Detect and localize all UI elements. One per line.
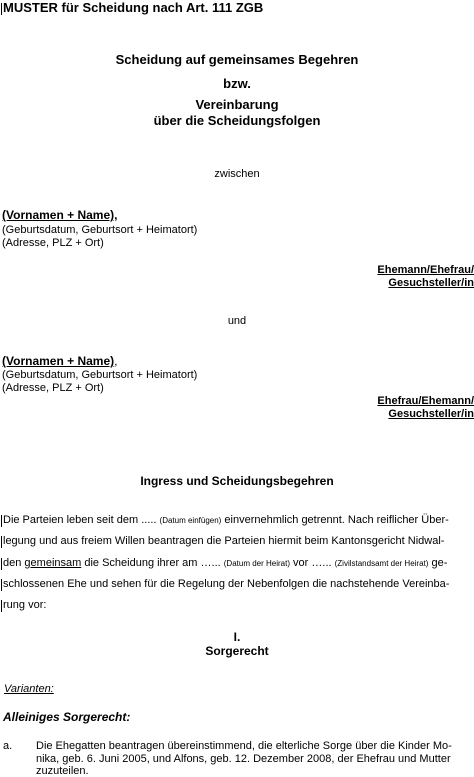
- ingress-line-4: schlossenen Ehe und sehen für die Regelung der Nebenfolgen die nachstehende Vereinba-: [3, 578, 450, 590]
- party1-birth: (Geburtsdatum, Geburtsort + Heimatort): [2, 224, 198, 236]
- ingress-text: ge-: [428, 557, 448, 569]
- party2-name-suffix: ,: [114, 354, 118, 368]
- variant-sole-custody: Alleiniges Sorgerecht:: [3, 710, 131, 724]
- title-line-1: Scheidung auf gemeinsames Begehren: [115, 52, 359, 67]
- party2-birth: (Geburtsdatum, Geburtsort + Heimatort): [2, 369, 198, 381]
- party2-name-line: [2, 354, 118, 368]
- party2-address: (Adresse, PLZ + Ort): [2, 382, 104, 394]
- jointly-word: gemeinsam: [24, 557, 82, 569]
- ingress-line-2: legung und aus freiem Willen beantragen die Parteien hiermit beim Kantonsgericht Nidwal-: [3, 535, 445, 547]
- margin-bar: [1, 558, 2, 570]
- ingress-text: vor …...: [290, 557, 335, 569]
- party1-address: (Adresse, PLZ + Ort): [2, 237, 104, 249]
- and-word: und: [227, 315, 247, 327]
- ingress-text: die Scheidung ihrer am …...: [81, 557, 224, 569]
- marriage-date-hint: (Datum der Heirat): [223, 559, 290, 568]
- party2-role-2: Gesuchsteller/in: [388, 408, 474, 420]
- date-hint: (Datum einfügen): [159, 516, 222, 525]
- margin-bar: [1, 536, 2, 548]
- party1-role-2: Gesuchsteller/in: [388, 277, 474, 289]
- variants-label: Varianten:: [4, 683, 54, 695]
- title-line-4: über die Scheidungsfolgen: [153, 113, 321, 128]
- document-header: MUSTER für Scheidung nach Art. 111 ZGB: [3, 0, 264, 15]
- ingress-line-3: [3, 557, 447, 569]
- party2-name: (Vornamen + Name): [2, 354, 115, 368]
- ingress-text: einvernehmlich getrennt. Nach reiflicher Über-: [221, 514, 449, 526]
- section-heading: Sorgerecht: [205, 644, 269, 658]
- ingress-heading: Ingress und Scheidungsbegehren: [140, 474, 334, 488]
- margin-bar: [1, 600, 2, 612]
- party1-role-1: Ehemann/Ehefrau/: [377, 264, 474, 276]
- item-a-marker: a.: [3, 740, 13, 752]
- margin-bar: [1, 3, 2, 15]
- section-number: I.: [233, 630, 241, 644]
- party2-role-1: Ehefrau/Ehemann/: [377, 395, 474, 407]
- item-a-line-1: Die Ehegatten beantragen übereinstimmend, die elterliche Sorge über die Kinder Mo-: [36, 740, 452, 752]
- ingress-line-5: rung vor:: [3, 599, 47, 611]
- ingress-line-1: [3, 514, 449, 526]
- between-word: zwischen: [214, 168, 260, 180]
- margin-bar: [1, 515, 2, 527]
- party1-name: (Vornamen + Name),: [2, 208, 118, 222]
- item-a-line-2: nika, geb. 6. Juni 2005, und Alfons, geb. 12. Dezember 2008, der Ehefrau und Mutter: [36, 753, 451, 765]
- title-line-3: Vereinbarung: [195, 97, 279, 112]
- title-line-2: bzw.: [223, 76, 251, 91]
- ingress-text: Die Parteien leben seit dem .....: [3, 514, 160, 526]
- registry-office-hint: (Zivilstandsamt der Heirat): [334, 559, 429, 568]
- margin-bar: [1, 579, 2, 591]
- ingress-text: den: [3, 557, 25, 569]
- item-a-line-3: zuzuteilen.: [36, 765, 89, 777]
